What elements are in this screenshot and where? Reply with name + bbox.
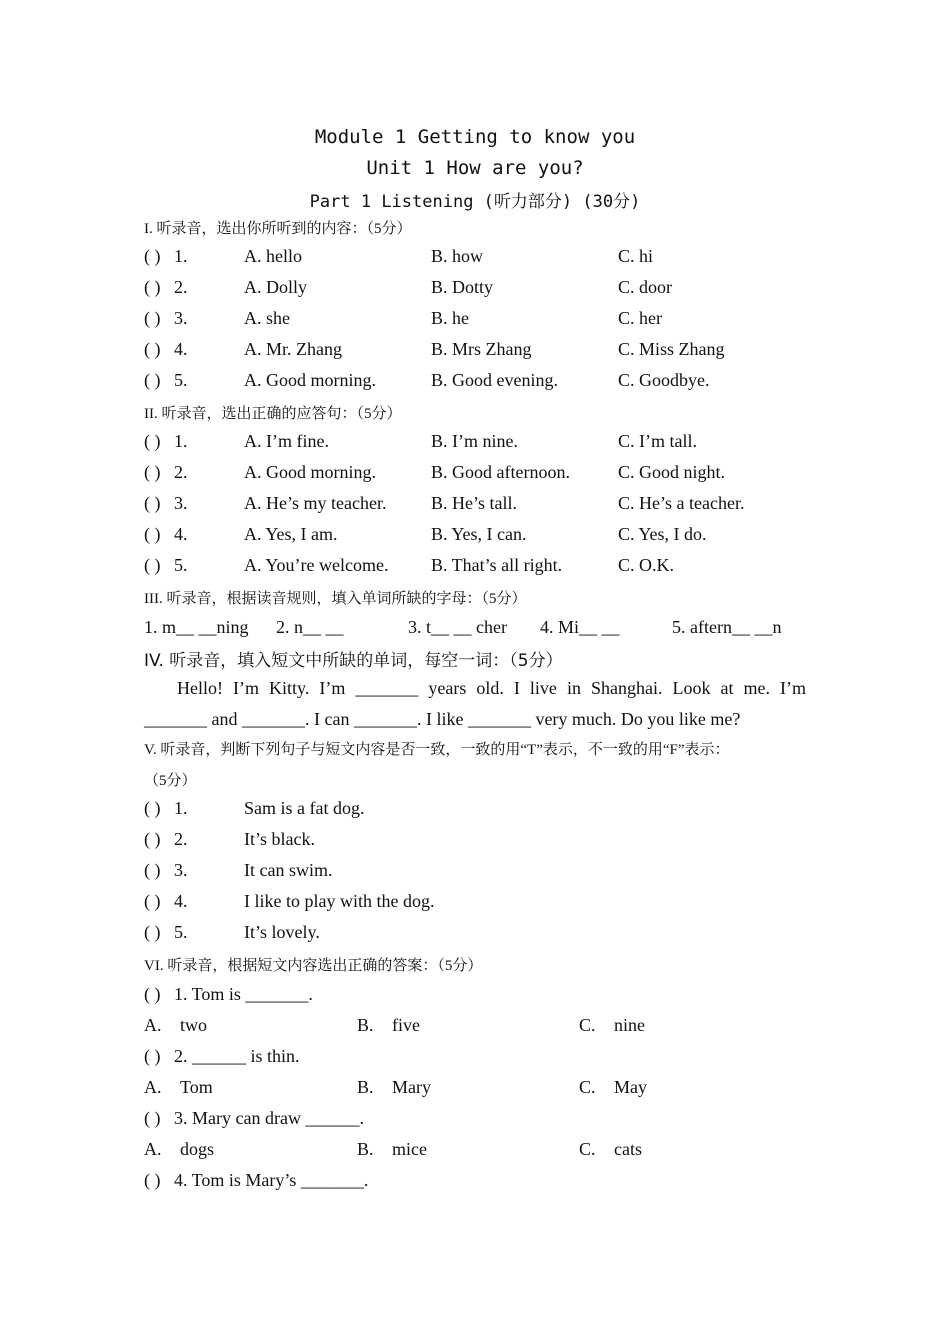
answer-blank: ( ) [144,370,161,390]
item-number: 2. [174,462,188,482]
option-b: B. That’s all right. [431,555,563,575]
question-text: 4. Tom is Mary’s _______. [174,1170,369,1190]
option-a: A. I’m fine. [244,431,329,451]
statement: It’s lovely. [244,922,320,942]
section3-items [144,617,814,641]
option-a: A. You’re welcome. [244,555,389,575]
item-number: 3. [174,308,188,328]
item-number: 1. [174,431,188,451]
list-item [144,555,814,579]
answer-blank: ( ) [144,1046,161,1066]
option-text: five [392,1015,420,1035]
statement: It’s black. [244,829,315,849]
answer-blank: ( ) [144,1108,161,1128]
option-text: two [180,1015,207,1035]
options-row [144,1077,814,1101]
option-text: cats [614,1139,642,1159]
answer-blank: ( ) [144,339,161,359]
statement: It can swim. [244,860,333,880]
spelling-item: 2. n__ __ [276,617,344,637]
answer-blank: ( ) [144,431,161,451]
passage-line-2: _______ and _______. I can _______. I like _______ very much. Do you like me? [144,709,741,729]
answer-blank: ( ) [144,891,161,911]
option-a: A. Yes, I am. [244,524,338,544]
item-number: 4. [174,524,188,544]
option-a: A. Good morning. [244,462,376,482]
item-number: 5. [174,370,188,390]
option-a: A. He’s my teacher. [244,493,387,513]
list-item [144,891,814,915]
passage [144,673,806,735]
list-item [144,524,814,548]
list-item [144,246,814,270]
section4-heading: IV. 听录音，填入短文中所缺的单词，每空一词：（5分） [144,651,563,671]
question-row [144,1046,814,1070]
item-number: 4. [174,891,188,911]
section3-heading: III. 听录音，根据读音规则，填入单词所缺的字母：（5分） [144,591,527,607]
section2-heading: II. 听录音，选出正确的应答句：（5分） [144,406,402,422]
list-item [144,798,814,822]
spelling-item: 1. m__ __ning [144,617,249,637]
answer-blank: ( ) [144,555,161,575]
option-b: B. he [431,308,469,328]
answer-blank: ( ) [144,798,161,818]
list-item [144,308,814,332]
question-text: 2. ______ is thin. [174,1046,300,1066]
option-c: C. Yes, I do. [618,524,707,544]
option-b: B. Mrs Zhang [431,339,532,359]
passage-line-1: Hello! I’m Kitty. I’m _______ years old. I live in Shanghai. Look at me. I’m [177,678,806,698]
option-label: C. [579,1077,596,1097]
option-c: C. Good night. [618,462,726,482]
answer-blank: ( ) [144,277,161,297]
option-label: B. [357,1139,374,1159]
option-a: A. Good morning. [244,370,376,390]
list-item [144,493,814,517]
question-row [144,1170,814,1194]
option-text: May [614,1077,647,1097]
option-c: C. door [618,277,672,297]
option-c: C. O.K. [618,555,675,575]
option-c: C. hi [618,246,654,266]
item-number: 1. [174,798,188,818]
option-c: C. Miss Zhang [618,339,725,359]
item-number: 3. [174,860,188,880]
option-text: Tom [180,1077,213,1097]
item-number: 1. [174,246,188,266]
answer-blank: ( ) [144,462,161,482]
option-a: A. Dolly [244,277,307,297]
option-b: B. I’m nine. [431,431,518,451]
statement: I like to play with the dog. [244,891,435,911]
section1-heading: I. 听录音，选出你所听到的内容：（5分） [144,221,412,237]
item-number: 2. [174,829,188,849]
option-b: B. He’s tall. [431,493,517,513]
item-number: 4. [174,339,188,359]
list-item [144,431,814,455]
module-title: Module 1 Getting to know you [314,126,636,148]
options-row [144,1139,814,1163]
question-text: 1. Tom is _______. [174,984,313,1004]
answer-blank: ( ) [144,829,161,849]
question-text: 3. Mary can draw ______. [174,1108,364,1128]
list-item [144,370,814,394]
answer-blank: ( ) [144,308,161,328]
spelling-item: 4. Mi__ __ [540,617,620,637]
answer-blank: ( ) [144,860,161,880]
item-number: 2. [174,277,188,297]
option-label: A. [144,1139,162,1159]
list-item [144,860,814,884]
part-title: Part 1 Listening (听力部分) (30分) [309,192,641,212]
list-item [144,922,814,946]
answer-blank: ( ) [144,984,161,1004]
answer-blank: ( ) [144,524,161,544]
option-a: A. Mr. Zhang [244,339,342,359]
question-row [144,1108,814,1132]
option-label: A. [144,1077,162,1097]
option-b: B. how [431,246,484,266]
option-text: nine [614,1015,645,1035]
option-b: B. Good afternoon. [431,462,570,482]
option-text: dogs [180,1139,215,1159]
option-c: C. He’s a teacher. [618,493,745,513]
option-text: Mary [392,1077,431,1097]
answer-blank: ( ) [144,922,161,942]
option-c: C. Goodbye. [618,370,710,390]
option-label: B. [357,1077,374,1097]
answer-blank: ( ) [144,246,161,266]
list-item [144,277,814,301]
question-row [144,984,814,1008]
option-b: B. Dotty [431,277,494,297]
list-item [144,462,814,486]
statement: Sam is a fat dog. [244,798,365,818]
section5-heading: V. 听录音，判断下列句子与短文内容是否一致，一致的用“T”表示，不一致的用“F”表示： [144,742,730,758]
list-item [144,829,814,853]
section6-heading: VI. 听录音，根据短文内容选出正确的答案：（5分） [144,958,483,974]
option-label: C. [579,1015,596,1035]
spelling-item: 5. aftern__ __n [672,617,782,637]
option-a: A. hello [244,246,302,266]
options-row [144,1015,814,1039]
option-b: B. Good evening. [431,370,558,390]
option-label: C. [579,1139,596,1159]
option-text: mice [392,1139,427,1159]
unit-title: Unit 1 How are you? [366,157,584,179]
list-item [144,339,814,363]
option-b: B. Yes, I can. [431,524,527,544]
answer-blank: ( ) [144,1170,161,1190]
spelling-item: 3. t__ __ cher [408,617,507,637]
option-c: C. her [618,308,662,328]
option-label: B. [357,1015,374,1035]
option-a: A. she [244,308,290,328]
answer-blank: ( ) [144,493,161,513]
item-number: 5. [174,555,188,575]
item-number: 5. [174,922,188,942]
option-c: C. I’m tall. [618,431,697,451]
section5-heading-points: （5分） [144,773,197,789]
option-label: A. [144,1015,162,1035]
item-number: 3. [174,493,188,513]
